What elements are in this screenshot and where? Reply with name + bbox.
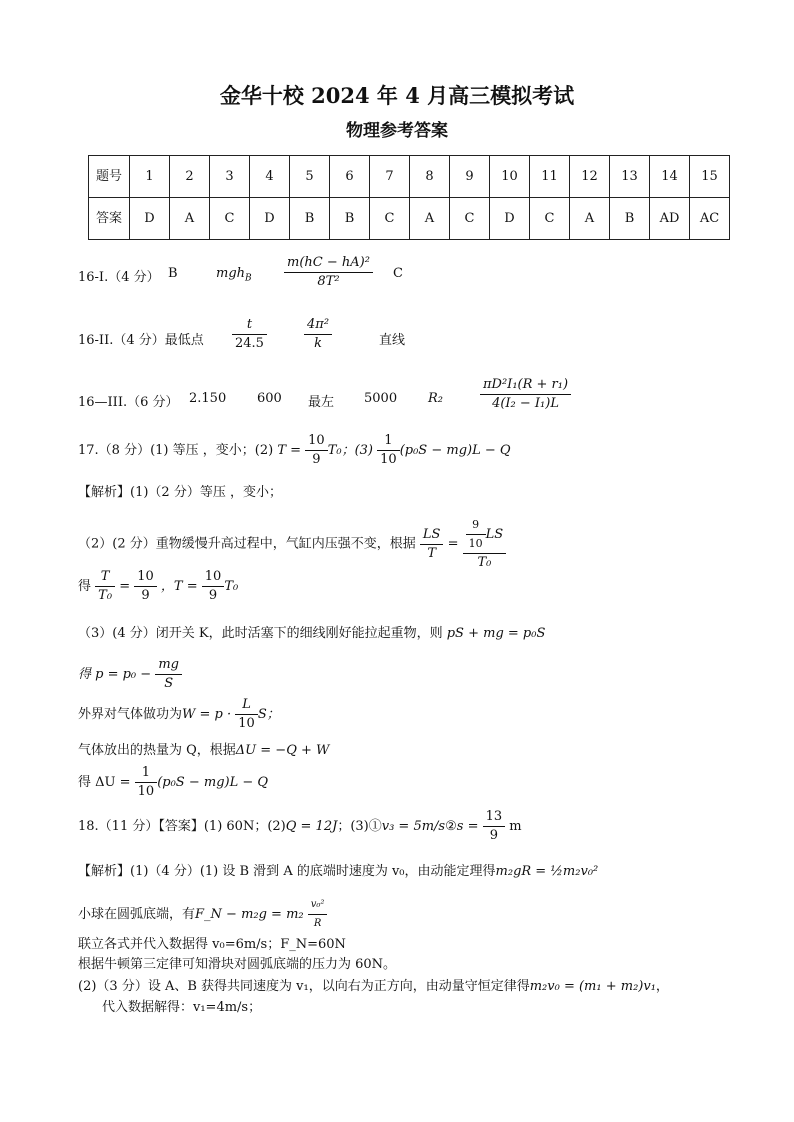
q16-3-answer-1: 2.150 <box>189 391 227 406</box>
table-cell: A <box>410 198 450 240</box>
q17-heat: 气体放出的热量为 Q，根据ΔU = −Q + W <box>78 743 330 758</box>
table-cell: D <box>250 198 290 240</box>
table-cell: 9 <box>450 156 490 198</box>
table-cell: 1 <box>130 156 170 198</box>
table-cell: 14 <box>650 156 690 198</box>
answer-table <box>88 155 730 240</box>
q17-analysis-3: （3）(4 分）闭开关 K，此时活塞下的细线刚好能拉起重物，则 pS + mg = p₀S <box>78 626 546 641</box>
q16-3-answer-5: R₂ <box>428 391 443 406</box>
q16-1-answer-1: B <box>168 266 178 281</box>
table-cell: 6 <box>330 156 370 198</box>
table-cell: 4 <box>250 156 290 198</box>
table-cell: A <box>570 198 610 240</box>
table-cell: B <box>290 198 330 240</box>
q18-answer-line: 18.（11 分）【答案】(1) 60N；(2)Q = 12J；(3)①v₃ = 5m/s②s = $\frac{13}{9}$ m <box>78 809 522 843</box>
q17-derived-t: 得 $\frac{T}{\text{T₀}}$ = $\frac{10}{9}$ ，T = $\frac{10}{9}$ T₀ <box>78 569 239 603</box>
table-cell: A <box>170 198 210 240</box>
q16-3-label: 16—III.（6 分） <box>78 395 179 410</box>
q18-analysis-1: 【解析】(1)（4 分）(1) 设 B 滑到 A 的底端时速度为 v₀，由动能定理得m₂gR = ½m₂v₀² <box>78 864 599 879</box>
q18-newton-line: 根据牛顿第三定律可知滑块对圆弧底端的压力为 60N。 <box>78 957 397 972</box>
page-title: 金华十校 2024 年 4 月高三模拟考试 <box>219 83 575 108</box>
q17-pressure: 得 p = p₀ − $\frac{mg}{S}$ <box>78 656 182 693</box>
table-cell: 3 <box>210 156 250 198</box>
table-cell: 2 <box>170 156 210 198</box>
q17-delta-u: 得 ΔU = $\frac{1}{10}$ (p₀S − mg)L − Q <box>78 765 269 799</box>
table-cell: 12 <box>570 156 610 198</box>
table-cell: AD <box>650 198 690 240</box>
table-cell: B <box>610 198 650 240</box>
table-cell: C <box>210 198 250 240</box>
table-cell: 11 <box>530 156 570 198</box>
q16-1-answer-4: C <box>393 266 403 281</box>
q18-result-line: 联立各式并代入数据得 v₀=6m/s；F_N=60N <box>78 937 346 952</box>
table-cell: C <box>450 198 490 240</box>
q16-2-fraction-1: $\frac{t}{24.5}$ <box>232 316 267 353</box>
q16-2-fraction-2: $\frac{\text{4π²}}{k}$ <box>304 316 332 353</box>
table-cell: AC <box>690 198 730 240</box>
q17-analysis-2: （2）(2 分）重物缓慢升高过程中，气缸内压强不变，根据 $\frac{LS}{T}$ = $\frac{9}{10}$ LS T₀ <box>78 516 506 572</box>
q16-1-formula: $\frac{\text{m(hC − hA)²}}{\text{8T²}}$ <box>284 254 373 291</box>
row-header-number: 题号 <box>89 156 130 198</box>
question-number-row <box>89 156 730 198</box>
table-cell: C <box>530 198 570 240</box>
table-cell: 13 <box>610 156 650 198</box>
page-subtitle: 物理参考答案 <box>346 121 448 141</box>
q16-2-answer-3: 直线 <box>379 333 406 348</box>
q18-momentum-line: (2)（3 分）设 A、B 获得共同速度为 v₁，以向右为正方向，由动量守恒定律得m₂v₀ = (m₁ + m₂)v₁， <box>78 979 669 994</box>
q16-1-label: 16-I.（4 分） <box>78 270 160 285</box>
q16-3-answer-4: 5000 <box>364 391 398 406</box>
answer-row <box>89 198 730 240</box>
table-cell: D <box>490 198 530 240</box>
q16-1-answer-2: mgh$_B$ <box>216 266 252 284</box>
q16-3-answer-2: 600 <box>257 391 282 406</box>
q16-3-answer-3: 最左 <box>308 395 335 410</box>
table-cell: D <box>130 198 170 240</box>
q17-analysis-1: 【解析】(1)（2 分）等压 ，变小； <box>78 485 282 500</box>
table-cell: 15 <box>690 156 730 198</box>
table-cell: B <box>330 198 370 240</box>
q16-2-label: 16-II.（4 分）最低点 <box>78 333 204 348</box>
q18-solve-line: 代入数据解得：v₁=4m/s； <box>102 1000 262 1015</box>
table-cell: 5 <box>290 156 330 198</box>
q17-work: 外界对气体做功为W = p · $\frac{L}{10}$ S； <box>78 697 280 731</box>
q17-answer-line: 17.（8 分）(1) 等压 ，变小；(2) T = $\frac{10}{9}$ T₀；(3) $\frac{1}{10}$ (p₀S − mg)L − Q <box>78 433 511 467</box>
table-cell: C <box>370 198 410 240</box>
row-header-answer: 答案 <box>89 198 130 240</box>
q16-3-formula: $\frac{\text{πD²I₁(R + r₁)}}{\text{4(I₂ − I₁)L}}$ <box>480 376 571 413</box>
q18-ball-force: 小球在圆弧底端，有F_N − m₂g = m₂ $\frac{\text{v₀²}}{R}$ <box>78 896 327 933</box>
table-cell: 10 <box>490 156 530 198</box>
table-cell: 7 <box>370 156 410 198</box>
table-cell: 8 <box>410 156 450 198</box>
